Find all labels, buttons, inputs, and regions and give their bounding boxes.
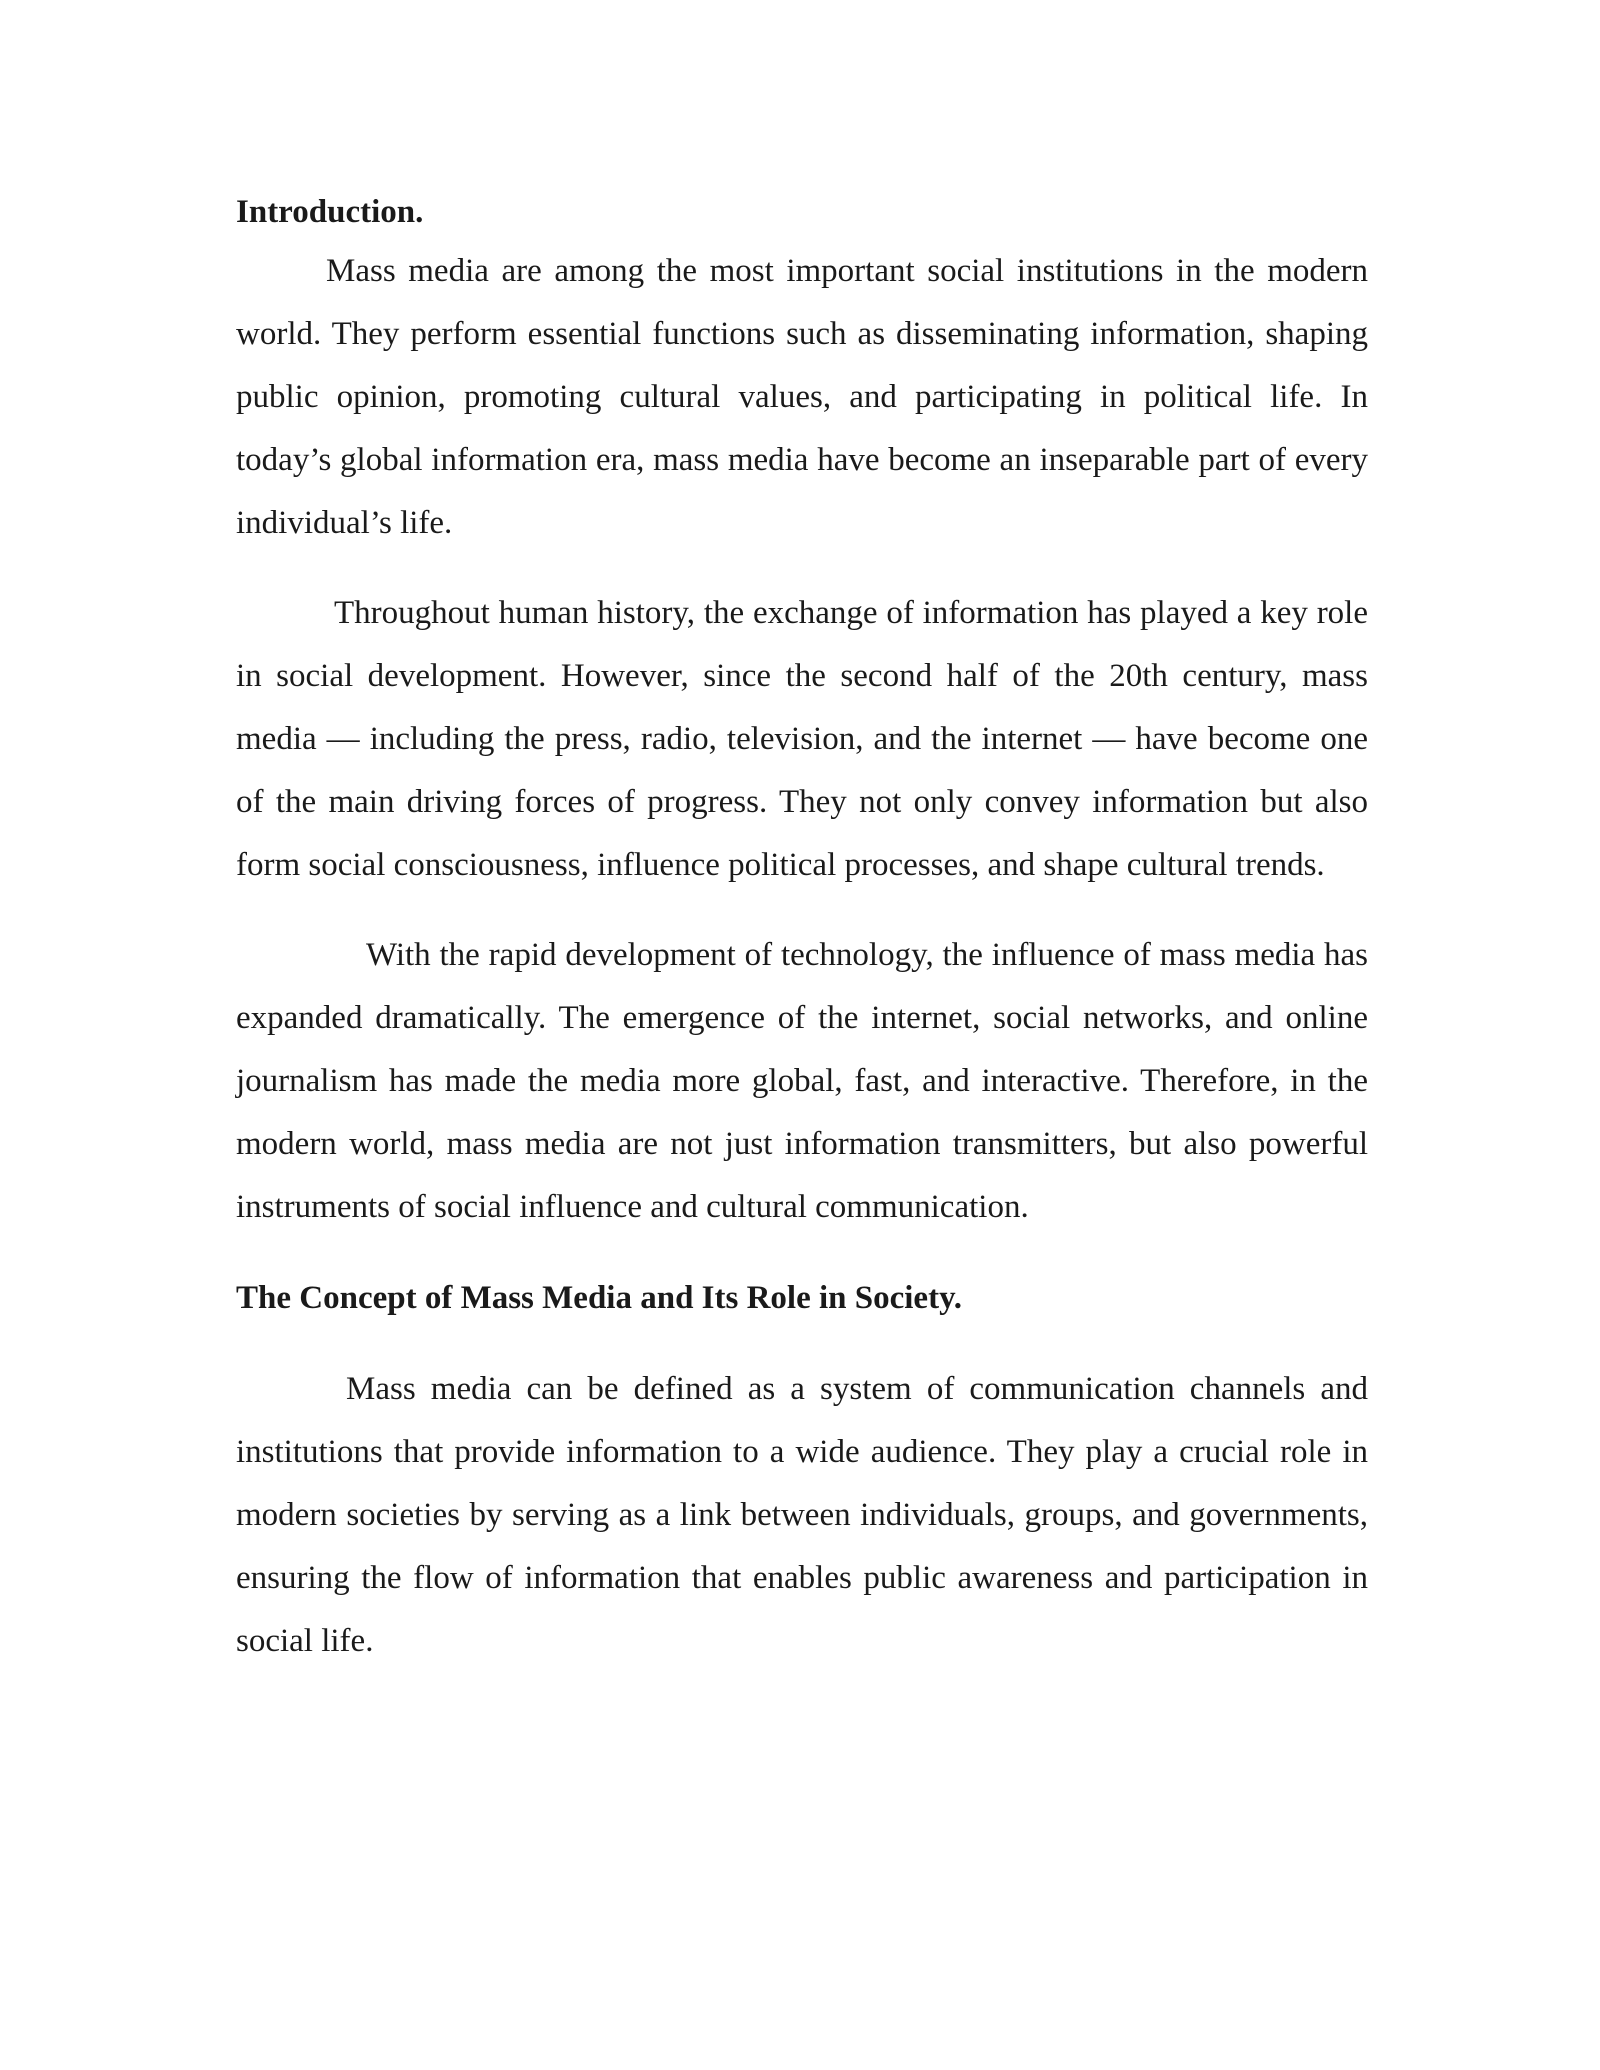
paragraph-intro-3: With the rapid development of technology, the influence of mass media has expanded dramatically. The emergence of the internet, social networks, and online journalism has made the media more global, fast, and interactive. Therefore, in the modern world, mass media are not just information transmitters, but also powerful instruments of social influence and cultural communication. <box>236 937 1368 1225</box>
section-heading-introduction: Introduction. <box>236 194 424 230</box>
document-body <box>236 190 1368 1673</box>
section-heading-concept: The Concept of Mass Media and Its Role in Society. <box>236 1280 962 1316</box>
paragraph-intro-2: Throughout human history, the exchange of information has played a key role in social development. However, since the second half of the 20th century, mass media — including the press, radio, television, and the internet — have become one of the main driving forces of progress. They not only convey information but also form social consciousness, influence political processes, and shape cultural trends. <box>236 595 1368 883</box>
paragraph-concept-1: Mass media can be defined as a system of communication channels and institutions that provide information to a wide audience. They play a crucial role in modern societies by serving as a link between individuals, groups, and governments, ensuring the flow of information that enables public awareness and participation in social life. <box>236 1371 1368 1659</box>
paragraph-intro-1: Mass media are among the most important social institutions in the modern world. They perform essential functions such as disseminating information, shaping public opinion, promoting cultural values, and participating in political life. In today’s global information era, mass media have become an inseparable part of every individual’s life. <box>236 253 1368 541</box>
